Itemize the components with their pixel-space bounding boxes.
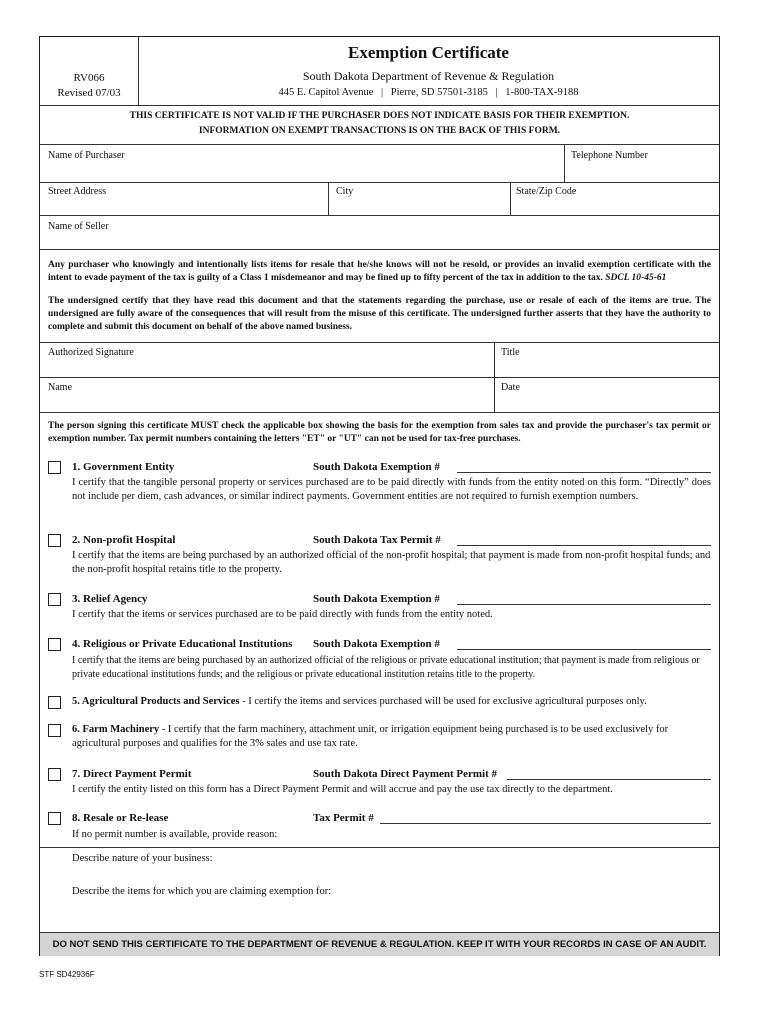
exemption-certificate-form xyxy=(39,36,720,956)
date-field[interactable]: Date xyxy=(501,382,520,393)
city-field[interactable]: City xyxy=(336,186,354,197)
warning-text: Any purchaser who knowingly and intentionally lists items for resale that he/she knows will not be resold, or provides an invalid exemption certificate with the intent to evade payment of the tax is guilty of a Class 1 misdemeanor and may be fined up to fifty percent of the tax in addition to the tax. xyxy=(48,260,711,283)
item-3-description: I certify that the items or services purchased are to be paid directly with funds from the entity noted. xyxy=(72,609,493,620)
item-7-description: I certify the entity listed on this form has a Direct Payment Permit and will accrue and pay the use tax directly to the department. xyxy=(72,784,613,795)
item-1-field-label: South Dakota Exemption # xyxy=(313,461,440,473)
item-2-title: 2. Non-profit Hospital xyxy=(72,534,176,546)
exempt-info-notice: INFORMATION ON EXEMPT TRANSACTIONS IS ON THE BACK OF THIS FORM. xyxy=(198,126,561,136)
item-7-field-label: South Dakota Direct Payment Permit # xyxy=(313,768,498,780)
item-8-title: 8. Resale or Re-lease xyxy=(72,812,169,824)
revised-date: Revised 07/03 xyxy=(57,87,121,99)
government-entity-checkbox[interactable] xyxy=(48,461,61,474)
audit-notice: DO NOT SEND THIS CERTIFICATE TO THE DEPARTMENT OF REVENUE & REGULATION. KEEP IT WITH YOUR RECORDS IN CASE OF AN AUDIT. xyxy=(40,932,719,956)
item-8-field-label: Tax Permit # xyxy=(313,812,374,824)
item-3-exemption-input[interactable] xyxy=(457,604,711,605)
form-code: RV066 xyxy=(73,72,105,84)
item-4-title: 4. Religious or Private Educational Institutions xyxy=(72,638,293,650)
exempt-items-field[interactable]: Describe the items for which you are claiming exemption for: xyxy=(72,886,332,897)
item-2-description: I certify that the items are being purchased by an authorized official of the non-profit hospital; that payment is made from non-profit hospital funds; and the non-profit hospital retains title to the property. xyxy=(72,550,711,575)
item-4-description: I certify that the items are being purchased by an authorized official of the religious or private educational institution; that payment is made from religious or private educational institutions funds; and the religious or private educational institution retains title to the property. xyxy=(72,655,700,680)
item-8-permit-input[interactable] xyxy=(380,823,711,824)
item-2-field-label: South Dakota Tax Permit # xyxy=(313,534,441,546)
statute-citation: SDCL 10-45-61 xyxy=(605,273,667,283)
item-1-description: I certify that the tangible personal property or services purchased are to be paid directly with funds from the entity noted on this form. “Directly” does not include per diem, cash advances, or similar indirect payments. Government entities are not required to furnish exemption numbers. xyxy=(72,477,711,502)
item-1-exemption-input[interactable] xyxy=(457,472,711,473)
street-address-field[interactable]: Street Address xyxy=(48,186,107,197)
item-8-description: If no permit number is available, provide reason: xyxy=(72,829,278,840)
exemption-instructions: The person signing this certificate MUST check the applicable box showing the basis for the exemption from sales tax and provide the purchaser's tax permit or exemption number. Tax permit numbers containing the letters "ET" or "UT" can not be used for tax-free purchases. xyxy=(48,421,711,444)
agency-city: Pierre, SD 57501-3185 xyxy=(390,87,488,98)
item-5-row xyxy=(72,695,711,709)
form-id: STF SD42936F xyxy=(39,970,95,979)
relief-agency-checkbox[interactable] xyxy=(48,593,61,606)
direct-payment-permit-checkbox[interactable] xyxy=(48,768,61,781)
title-field[interactable]: Title xyxy=(501,347,520,358)
item-7-permit-input[interactable] xyxy=(507,779,711,780)
farm-machinery-checkbox[interactable] xyxy=(48,724,61,737)
state-zip-field[interactable]: State/Zip Code xyxy=(516,186,577,197)
resale-release-checkbox[interactable] xyxy=(48,812,61,825)
item-3-title: 3. Relief Agency xyxy=(72,593,148,605)
non-profit-hospital-checkbox[interactable] xyxy=(48,534,61,547)
item-4-exemption-input[interactable] xyxy=(457,649,711,650)
validity-notice: THIS CERTIFICATE IS NOT VALID IF THE PURCHASER DOES NOT INDICATE BASIS FOR THEIR EXEMPTION. xyxy=(129,111,630,121)
certification-statement: The undersigned certify that they have read this document and that the statements regarding the purchase, use or resale of each of the items are true. The undersigned are fully aware of the consequences that will result from the misuse of this certificate. The undersigned further asserts that they have the authority to complete and submit this document on behalf of the above named business. xyxy=(48,296,711,332)
item-5-description: - I certify the items and services purchased will be used for exclusive agricultural purposes only. xyxy=(239,696,647,707)
authorized-signature-field[interactable]: Authorized Signature xyxy=(48,347,134,358)
item-4-field-label: South Dakota Exemption # xyxy=(313,638,440,650)
item-6-description: - I certify that the farm machinery, attachment unit, or irrigation equipment being purchased is to be used exclusively for agricultural purposes and qualifies for the 3% sales and use tax rate. xyxy=(72,724,669,749)
name-field[interactable]: Name xyxy=(48,382,72,393)
seller-name-field[interactable]: Name of Seller xyxy=(48,221,109,232)
item-7-title: 7. Direct Payment Permit xyxy=(72,768,192,780)
agency-contact: 445 E. Capitol Avenue | Pierre, SD 57501-3185 | 1-800-TAX-9188 xyxy=(278,87,579,98)
business-nature-field[interactable]: Describe nature of your business: xyxy=(72,853,213,864)
item-5-title: 5. Agricultural Products and Services xyxy=(72,696,240,707)
agency-address: 445 E. Capitol Avenue xyxy=(278,87,374,98)
telephone-field[interactable]: Telephone Number xyxy=(571,150,648,161)
agency-name: South Dakota Department of Revenue & Regulation xyxy=(302,69,555,83)
agency-phone: 1-800-TAX-9188 xyxy=(505,87,579,98)
item-1-title: 1. Government Entity xyxy=(72,461,175,473)
item-3-field-label: South Dakota Exemption # xyxy=(313,593,440,605)
purchaser-name-field[interactable]: Name of Purchaser xyxy=(48,150,125,161)
item-2-permit-input[interactable] xyxy=(457,545,711,546)
agricultural-products-checkbox[interactable] xyxy=(48,696,61,709)
item-6-title: 6. Farm Machinery xyxy=(72,724,160,735)
religious-educational-checkbox[interactable] xyxy=(48,638,61,651)
misuse-warning xyxy=(48,259,711,285)
page-title: Exemption Certificate xyxy=(348,43,509,62)
item-6-row xyxy=(72,723,711,751)
